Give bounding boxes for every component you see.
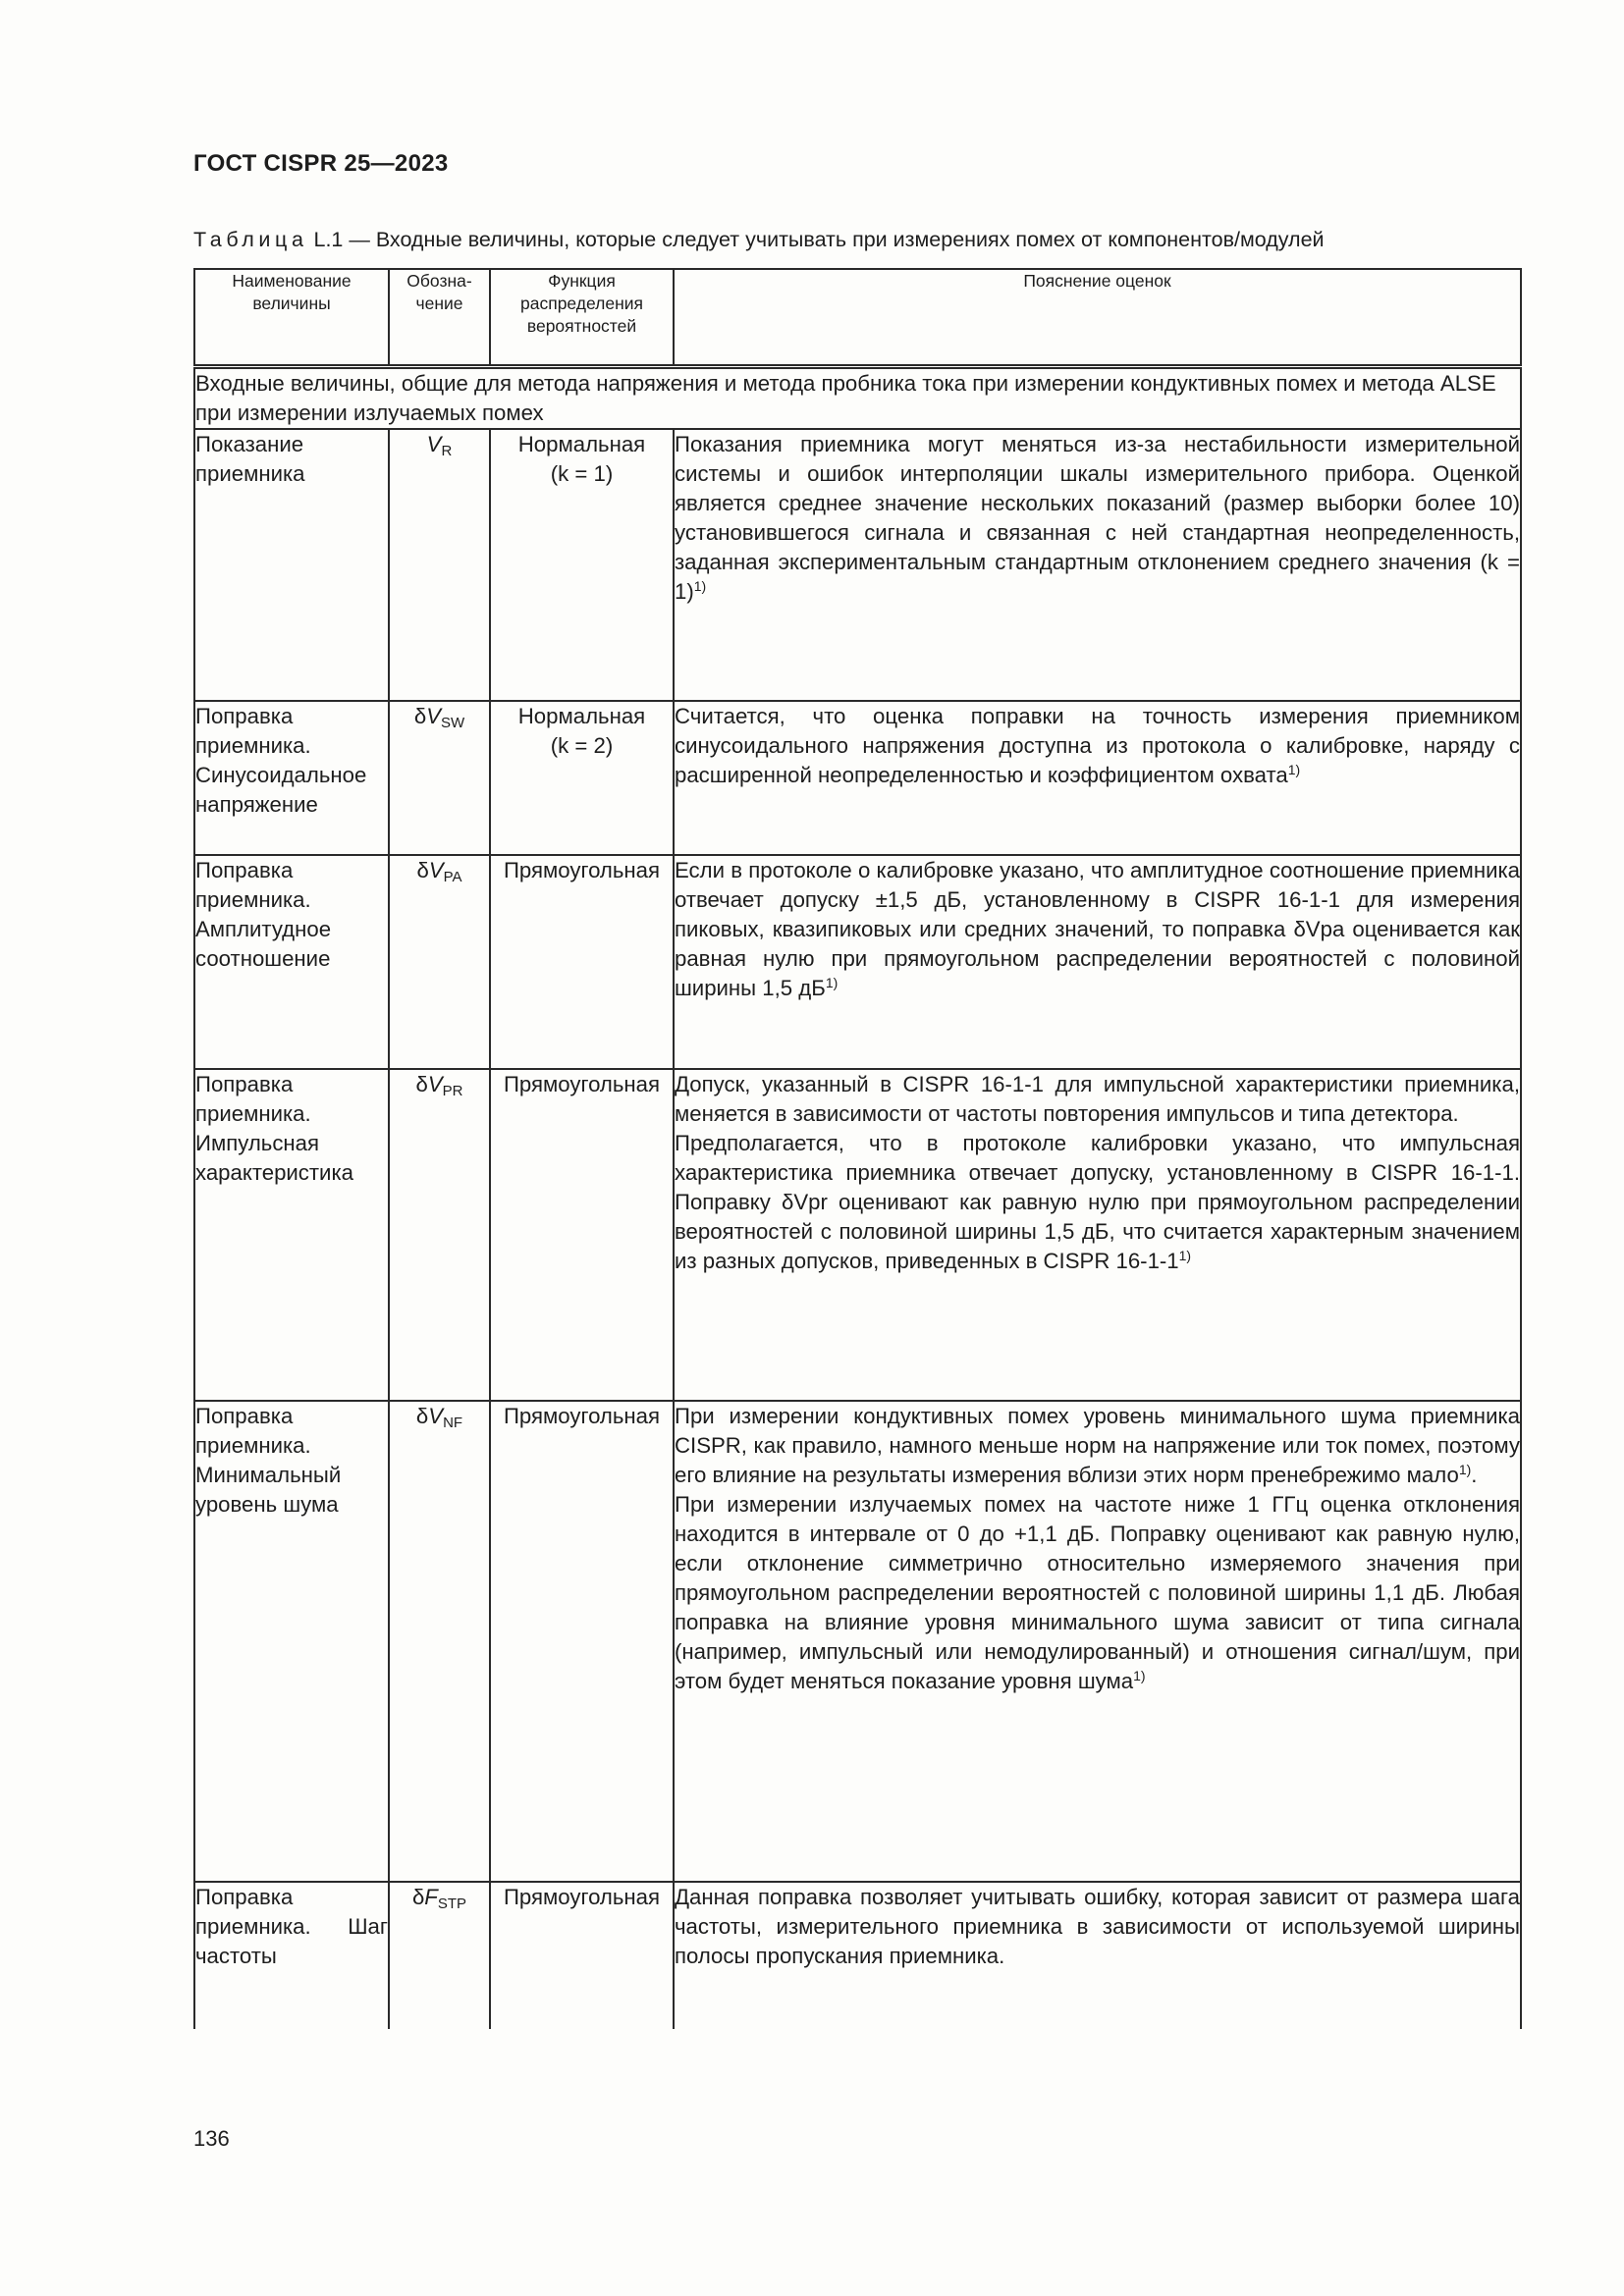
caption-number: L.1: [313, 228, 344, 251]
row-distribution: Прямоугольная: [490, 1882, 674, 2029]
row-distribution: Нормальная (k = 1): [490, 429, 674, 701]
table-row: [194, 429, 1521, 701]
caption-label: Таблица: [193, 228, 308, 251]
row-explanation: Если в протоколе о калибровке указано, что амплитудное соотношение приемника отвечает допуску ±1,5 дБ, установленному в CISPR 16-1-1 для измерения пиковых, квазипиковых или средних значений, то поправка δVpa оценивается как равная нулю при прямоугольном распределении вероятностей с половиной ширины 1,5 $дБ^{1)}$: [674, 855, 1521, 1069]
section-title: Входные величины, общие для метода напряжения и метода пробника тока при измерении кондуктивных помех и метода ALSE при измерении излучаемых помех: [194, 367, 1521, 430]
row-distribution: Прямоугольная: [490, 1069, 674, 1401]
header-name: Наименование величины: [194, 269, 389, 367]
footnote-ref: 1): [1458, 1462, 1472, 1477]
table-row: [194, 1069, 1521, 1401]
row-symbol: $\delta V_{SW}$: [389, 701, 490, 855]
row-distribution: Нормальная (k = 2): [490, 701, 674, 855]
row-name: Поправка приемника. Минимальный уровень шума: [194, 1401, 389, 1882]
row-name: Поправка приемника. Синусоидальное напряжение: [194, 701, 389, 855]
data-table: [193, 268, 1522, 2029]
section-row: [194, 367, 1521, 430]
row-symbol: $\delta V_{PR}$: [389, 1069, 490, 1401]
footnote-ref: 1): [1178, 1248, 1192, 1263]
table-row: [194, 1882, 1521, 2029]
footnote-ref: 1): [1287, 762, 1301, 777]
header-symbol: Обозна-чение: [389, 269, 490, 367]
row-name: Поправка приемника. Импульсная характеристика: [194, 1069, 389, 1401]
table-row: [194, 855, 1521, 1069]
document-title: ГОСТ CISPR 25—2023: [193, 150, 449, 177]
page-number: 136: [193, 2126, 230, 2151]
table-row: [194, 1401, 1521, 1882]
row-explanation: Показания приемника могут меняться из-за нестабильности измерительной системы и ошибок интерполяции шкалы измерительного прибора. Оценкой является среднее значение нескольких показаний (размер выборки более 10) установившегося сигнала и связанная с ней стандартная неопределенность, заданная экспериментальным стандартным отклонением среднего значения (k = 1)$^{1)}$: [674, 429, 1521, 701]
row-name: Поправка приемника. Шаг частоты: [194, 1882, 389, 2029]
row-symbol: $\delta F_{STP}$: [389, 1882, 490, 2029]
row-explanation: При измерении кондуктивных помех уровень минимального шума приемника CISPR, как правило, намного меньше норм на напряжение или ток помех, поэтому его влияние на результаты измерения вблизи этих норм пренебрежимо мало$^{1)}$. При измерении излучаемых помех на частоте ниже 1 ГГц оценка отклонения находится в интервале от 0 до +1,1 дБ. Поправку оценивают как равную нулю, если отклонение симметрично относительно измеряемого значения при прямоугольном распределении вероятностей с половиной ширины 1,1 дБ. Любая поправка на влияние уровня минимального шума зависит от типа сигнала (например, импульсный или немодулированный) и отношения сигнал/шум, при этом будет меняться показание уровня шума$^{1)}$: [674, 1401, 1521, 1882]
caption-text: — Входные величины, которые следует учитывать при измерениях помех от компонентов/модулей: [349, 228, 1325, 251]
row-name: Показание приемника: [194, 429, 389, 701]
row-symbol: $V_R$: [389, 429, 490, 701]
header-explanation: Пояснение оценок: [674, 269, 1521, 367]
row-explanation: Считается, что оценка поправки на точность измерения приемником синусоидального напряжения доступна из протокола о калибровке, наряду с расширенной неопределенностью и коэффициентом охвата$^{1)}$: [674, 701, 1521, 855]
row-name: Поправка приемника. Амплитудное соотношение: [194, 855, 389, 1069]
row-explanation: Допуск, указанный в CISPR 16-1-1 для импульсной характеристики приемника, меняется в зависимости от частоты повторения импульсов и типа детектора. Предполагается, что в протоколе калибровки указано, что импульсная характеристика приемника отвечает допуску, установленному в CISPR 16-1-1. Поправку δVpr оценивают как равную нулю при прямоугольном распределении вероятностей с половиной ширины 1,5 дБ, что считается характерным значением из разных допусков, приведенных в CISPR 16-1-1$^{1)}$: [674, 1069, 1521, 1401]
row-symbol: $\delta V_{NF}$: [389, 1401, 490, 1882]
table-caption: [193, 228, 1325, 252]
table-header-row: [194, 269, 1521, 367]
footnote-ref: 1): [1133, 1668, 1146, 1683]
row-distribution: Прямоугольная: [490, 1401, 674, 1882]
row-symbol: $\delta V_{PA}$: [389, 855, 490, 1069]
row-explanation: Данная поправка позволяет учитывать ошибку, которая зависит от размера шага частоты, измерительного приемника в зависимости от используемой ширины полосы пропускания приемника.: [674, 1882, 1521, 2029]
footnote-ref: 1): [693, 578, 707, 594]
table-row: [194, 701, 1521, 855]
row-distribution: Прямоугольная: [490, 855, 674, 1069]
footnote-ref: 1): [825, 975, 839, 990]
header-distribution: Функция распределения вероятностей: [490, 269, 674, 367]
